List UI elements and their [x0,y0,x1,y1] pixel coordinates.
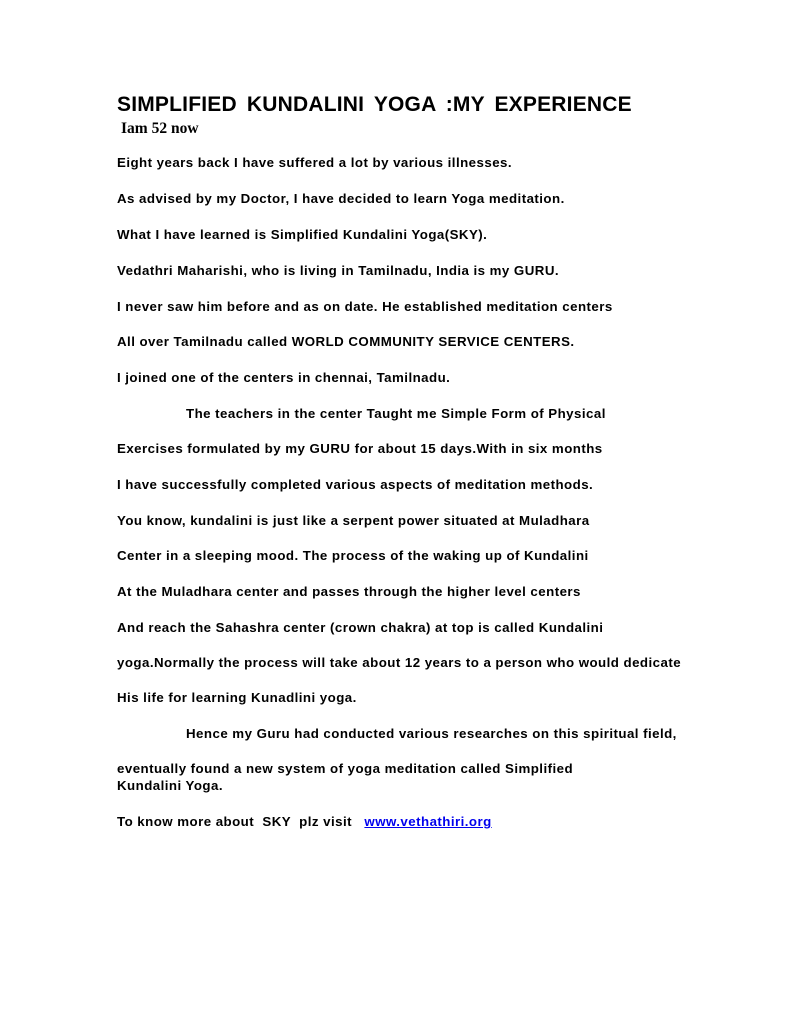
paragraph: His life for learning Kunadlini yoga. [117,690,357,705]
website-link[interactable]: www.vethathiri.org [364,814,492,829]
paragraph-indented: The teachers in the center Taught me Simple Form of Physical [186,406,606,421]
document-body [117,92,687,830]
paragraph: You know, kundalini is just like a serpent power situated at Muladhara [117,513,590,528]
paragraph: Eight years back I have suffered a lot by various illnesses. [117,155,513,170]
paragraph: And reach the Sahashra center (crown chakra) at top is called Kundalini [117,620,604,635]
page-title: SIMPLIFIED KUNDALINI YOGA :MY EXPERIENCE [117,93,632,116]
paragraph: At the Muladhara center and passes through the higher level centers [117,584,581,599]
closing-paragraph [117,813,687,830]
paragraph: What I have learned is Simplified Kundalini Yoga(SKY). [117,227,488,242]
closing-text: To know more about SKY plz visit [117,814,365,829]
paragraph: I have successfully completed various aspects of meditation methods. [117,477,594,492]
paragraph: All over Tamilnadu called WORLD COMMUNITY SERVICE CENTERS. [117,334,575,349]
paragraph: Vedathri Maharishi, who is living in Tamilnadu, India is my GURU. [117,263,560,278]
paragraph: I never saw him before and as on date. He established meditation centers [117,299,613,314]
paragraph: I joined one of the centers in chennai, Tamilnadu. [117,370,451,385]
paragraph-indented: Hence my Guru had conducted various researches on this spiritual field, [186,726,677,741]
paragraph: eventually found a new system of yoga meditation called Simplified Kundalini Yoga. [117,761,574,793]
paragraph: As advised by my Doctor, I have decided to learn Yoga meditation. [117,191,565,206]
page-subtitle: Iam 52 now [121,120,199,137]
paragraph: Center in a sleeping mood. The process of the waking up of Kundalini [117,548,589,563]
paragraph: yoga.Normally the process will take about 12 years to a person who would dedicate [117,655,682,670]
paragraph: Exercises formulated by my GURU for about 15 days.With in six months [117,441,603,456]
